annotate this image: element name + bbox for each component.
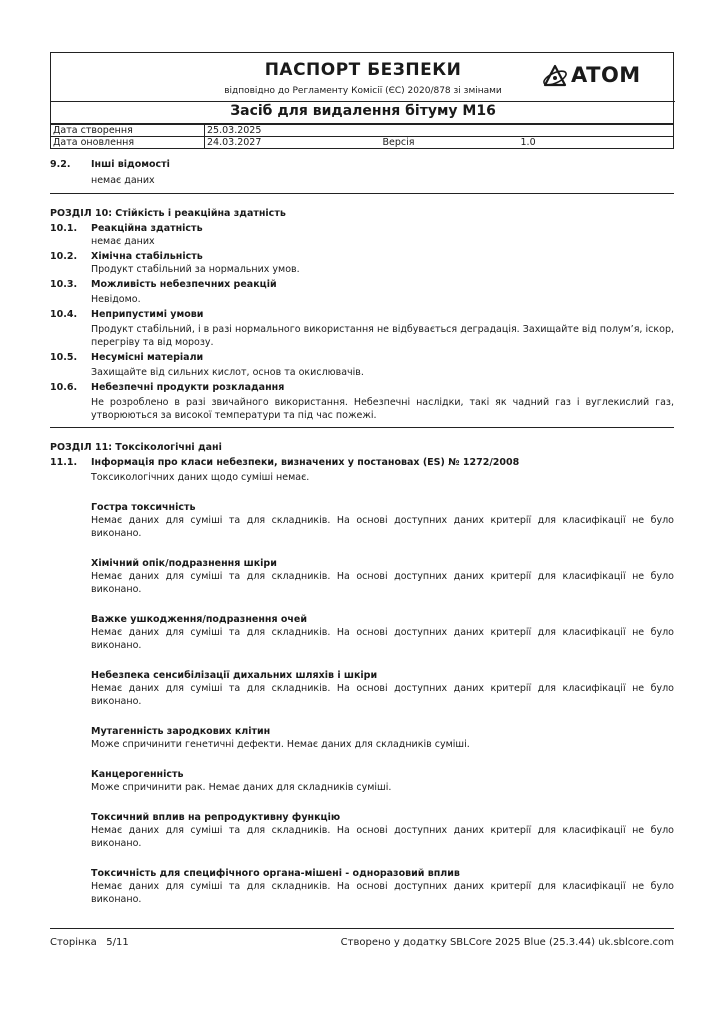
subsection-10-5 [50,351,674,364]
tox-item-text: Немає даних для суміші та для складників. На основі доступних даних критерії для класифікації не було виконано. [91,515,674,539]
document-title: ПАСПОРТ БЕЗПЕКИ [264,60,462,80]
tox-item-title: Небезпека сенсибілізації дихальних шляхів і шкіри [91,670,378,681]
subsection-number: 10.4. [50,309,78,320]
subsection-number: 10.5. [50,352,78,363]
subsection-10-6 [50,381,674,394]
meta-row-updated [51,137,674,149]
created-value: 25.03.2025 [205,125,381,137]
updated-label: Дата оновлення [51,137,205,149]
company-logo [541,63,671,89]
tox-item-text: Може спричинити генетичні дефекти. Немає даних для складників суміші. [91,739,470,750]
document-body [50,158,674,906]
subsection-title: Небезпечні продукти розкладання [91,382,285,393]
tox-item-text: Немає даних для суміші та для складників. На основі доступних даних критерії для класифікації не було виконано. [91,571,674,595]
subsection-11-1 [50,456,674,469]
document-header [50,52,674,124]
tox-item-title: Хімічний опік/подразнення шкіри [91,558,277,569]
meta-row-created [51,125,674,137]
atom-logo-icon [541,63,571,89]
subsection-title: Несумісні матеріали [91,352,204,363]
subsection-title: Інформація про класи небезпеки, визначених у постановах (ES) № 1272/2008 [91,457,520,468]
tox-item-title: Мутагенність зародкових клітин [91,726,271,737]
version-label: Версія [381,137,519,149]
tox-item-title: Гостра токсичність [91,502,196,513]
subsection-10-4 [50,308,674,321]
header-divider [51,101,675,102]
generator-credit: Створено у додатку SBLCore 2025 Blue (25.3.44) uk.sblcore.com [340,937,674,948]
subsection-number: 10.3. [50,279,78,290]
subsection-title: Інші відомості [91,159,170,170]
subsection-text: немає даних [91,236,155,247]
page-number: Сторінка 5/11 [50,937,129,948]
subsection-number: 10.6. [50,382,78,393]
subsection-title: Неприпустимі умови [91,309,204,320]
version-value: 1.0 [519,137,674,149]
tox-item-text: Немає даних для суміші та для складників. На основі доступних даних критерії для класифікації не було виконано. [91,825,674,849]
tox-item-text: Немає даних для суміші та для складників. На основі доступних даних критерії для класифікації не було виконано. [91,683,674,707]
footer-divider [50,928,674,929]
updated-value: 24.03.2027 [205,137,381,149]
subsection-10-2 [50,250,674,263]
subsection-number: 10.2. [50,251,78,262]
tox-item-text: Немає даних для суміші та для складників. На основі доступних даних критерії для класифікації не було виконано. [91,627,674,651]
section-divider [50,427,674,428]
subsection-10-3 [50,278,674,291]
section-divider [50,193,674,194]
subsection-10-1 [50,222,674,235]
subsection-number: 9.2. [50,159,71,170]
section-11-heading: РОЗДІЛ 11: Токсікологічні дані [50,442,222,453]
tox-item-title: Токсичний вплив на репродуктивну функцію [91,812,341,823]
tox-item-text: Немає даних для суміші та для складників. На основі доступних даних критерії для класифікації не було виконано. [91,881,674,905]
subsection-text: Продукт стабільний, і в разі нормального використання не відбувається деградація. Захищайте від полум’я, іскор, перегріву та від морозу. [91,324,674,348]
subsection-title: Хімічна стабільність [91,251,203,262]
document-meta-table [50,124,674,149]
subsection-9-2 [50,158,674,171]
tox-item-title: Токсичність для специфічного органа-мішені - одноразовий вплив [91,868,460,879]
subsection-text: немає даних [91,175,155,186]
subsection-title: Реакційна здатність [91,223,203,234]
subsection-text: Невідомо. [91,294,141,305]
subsection-number: 11.1. [50,457,78,468]
subsection-text: Захищайте від сильних кислот, основ та окислювачів. [91,367,364,378]
section-10-heading: РОЗДІЛ 10: Стійкість і реакційна здатність [50,208,286,219]
created-label: Дата створення [51,125,205,137]
regulation-subtitle: відповідно до Регламенту Комісії (ЄС) 2020/878 зі змінами [224,86,502,96]
tox-item-text: Може спричинити рак. Немає даних для складників суміші. [91,782,392,793]
logo-text: ATOM [571,63,641,87]
subsection-number: 10.1. [50,223,78,234]
tox-item-title: Канцерогенність [91,769,184,780]
subsection-intro: Токсикологічних даних щодо суміші немає. [91,472,310,483]
subsection-text: Продукт стабільний за нормальних умов. [91,264,300,275]
subsection-text: Не розроблено в разі звичайного використання. Небезпечні наслідки, такі як чадний газ і вуглекислий газ, утворюються за високої температури та під час пожежі. [91,397,674,421]
product-name: Засіб для видалення бітуму M16 [230,103,496,119]
subsection-title: Можливість небезпечних реакцій [91,279,277,290]
tox-item-title: Важке ушкодження/подразнення очей [91,614,308,625]
